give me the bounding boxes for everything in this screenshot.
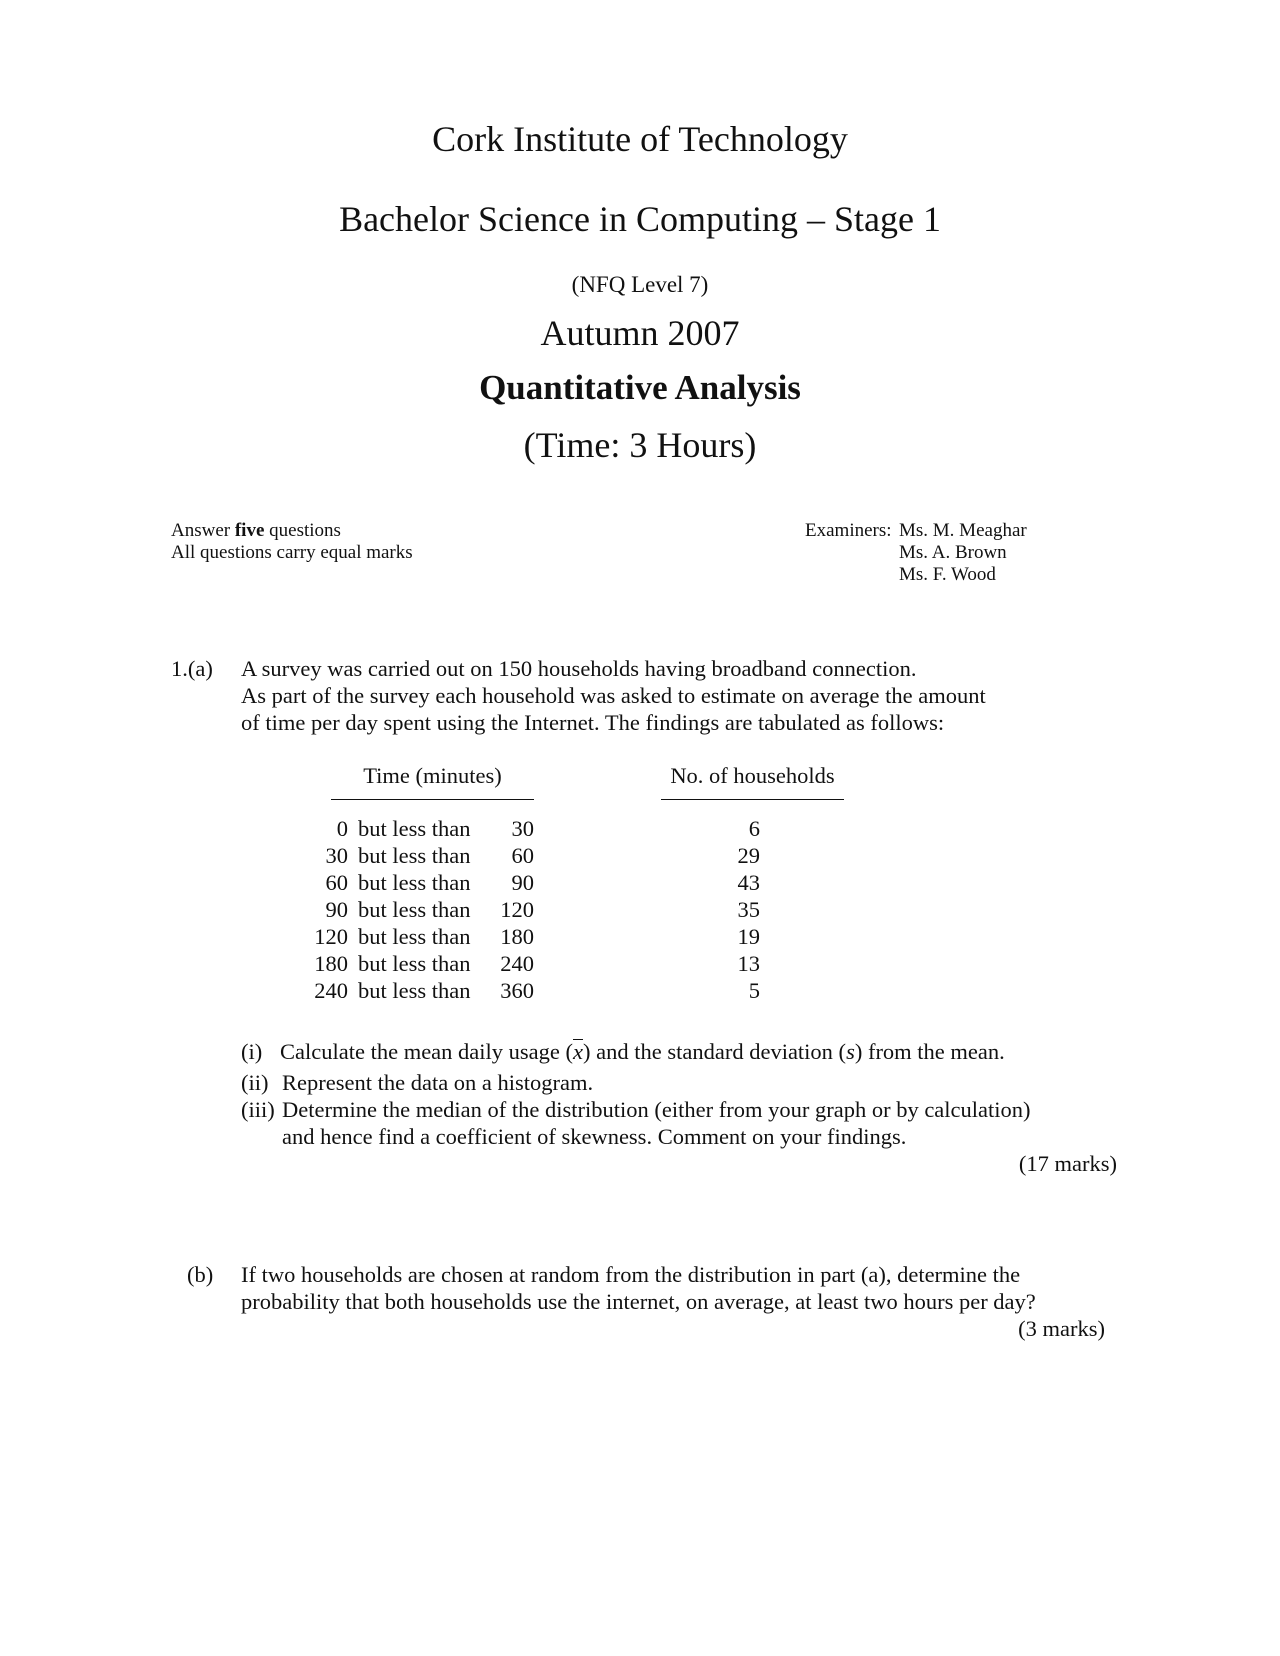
class-connector: but less than [358,816,471,841]
question-text-line: of time per day spent using the Internet. The findings are tabulated as follows: [241,710,945,735]
subpart-text-segment: ) and the standard deviation ( [583,1039,847,1064]
marks-allocation: (3 marks) [1018,1316,1105,1341]
equal-marks-instruction: All questions carry equal marks [171,542,413,563]
household-count: 5 [748,978,760,1003]
subject-title: Quantitative Analysis [479,368,801,407]
table-row [300,923,760,950]
subpart-number: (i) [241,1039,263,1064]
column-gap [534,815,712,842]
class-lower: 120 [314,924,348,949]
household-count: 29 [737,843,760,868]
answer-prefix: Answer [171,520,235,541]
subpart-number: (iii) [241,1097,275,1122]
subpart-number: (ii) [241,1070,269,1095]
column-gap [534,950,712,977]
class-connector: but less than [358,924,471,949]
column-gap [534,869,712,896]
table-row [300,842,760,869]
subpart-text-segment: ) from the mean. [854,1039,1005,1064]
question-text-line: If two households are chosen at random from the distribution in part (a), determine the [241,1262,1021,1287]
class-upper: 30 [511,816,534,841]
class-connector: but less than [358,897,471,922]
class-lower: 0 [336,816,348,841]
class-connector: but less than [358,951,471,976]
household-count: 13 [737,951,760,976]
class-lower: 180 [314,951,348,976]
nfq-level: (NFQ Level 7) [571,272,709,297]
class-connector: but less than [358,978,471,1003]
question-text-line: probability that both households use the internet, on average, at least two hours per day? [241,1289,1036,1314]
programme-title: Bachelor Science in Computing – Stage 1 [339,199,941,239]
class-upper: 360 [500,978,534,1003]
table-row [300,950,760,977]
table-header-time: Time (minutes) [331,762,534,800]
table-row [300,869,760,896]
class-connector: but less than [358,870,471,895]
marks-allocation: (17 marks) [1018,1151,1117,1176]
subpart-ii-text: Represent the data on a histogram. [282,1070,594,1095]
subpart-iii-text: Determine the median of the distribution (either from your graph or by calculation) [282,1097,1031,1122]
subpart-iii-text: and hence find a coefficient of skewness. Comment on your findings. [282,1124,907,1149]
question-text-line: A survey was carried out on 150 households having broadband connection. [241,656,917,681]
class-lower: 90 [325,897,348,922]
household-count: 43 [737,870,760,895]
exam-duration: (Time: 3 Hours) [523,425,757,465]
question-text-line: As part of the survey each household was asked to estimate on average the amount [241,683,986,708]
class-lower: 60 [325,870,348,895]
x-bar-symbol: x [573,1039,584,1064]
column-gap [534,977,712,1004]
class-lower: 240 [314,978,348,1003]
question-number: 1.(a) [171,656,213,681]
examiner-name: Ms. A. Brown [899,542,1007,563]
class-upper: 60 [511,843,534,868]
table-row [300,815,760,842]
exam-session: Autumn 2007 [540,313,740,353]
examiners-label: Examiners: [805,520,892,541]
examiner-name: Ms. M. Meaghar [899,520,1027,541]
subpart-text-segment: Calculate the mean daily usage ( [280,1039,574,1064]
table-header-households: No. of households [661,762,844,800]
answer-instruction [171,520,341,542]
household-count: 35 [737,897,760,922]
table-row [300,896,760,923]
class-upper: 180 [500,924,534,949]
question-part-number: (b) [187,1262,214,1287]
examiner-name: Ms. F. Wood [899,564,996,585]
class-lower: 30 [325,843,348,868]
household-count: 6 [748,816,760,841]
column-gap [534,923,712,950]
column-gap [534,842,712,869]
institution-name: Cork Institute of Technology [432,119,848,159]
column-gap [534,896,712,923]
s-symbol: s [846,1039,855,1064]
class-upper: 90 [511,870,534,895]
class-connector: but less than [358,843,471,868]
class-upper: 120 [500,897,534,922]
table-row [300,977,760,1004]
class-upper: 240 [500,951,534,976]
answer-count: five [234,520,265,541]
household-count: 19 [737,924,760,949]
answer-suffix: questions [264,520,341,541]
frequency-table [300,815,760,1004]
subpart-i-text [280,1038,1005,1065]
